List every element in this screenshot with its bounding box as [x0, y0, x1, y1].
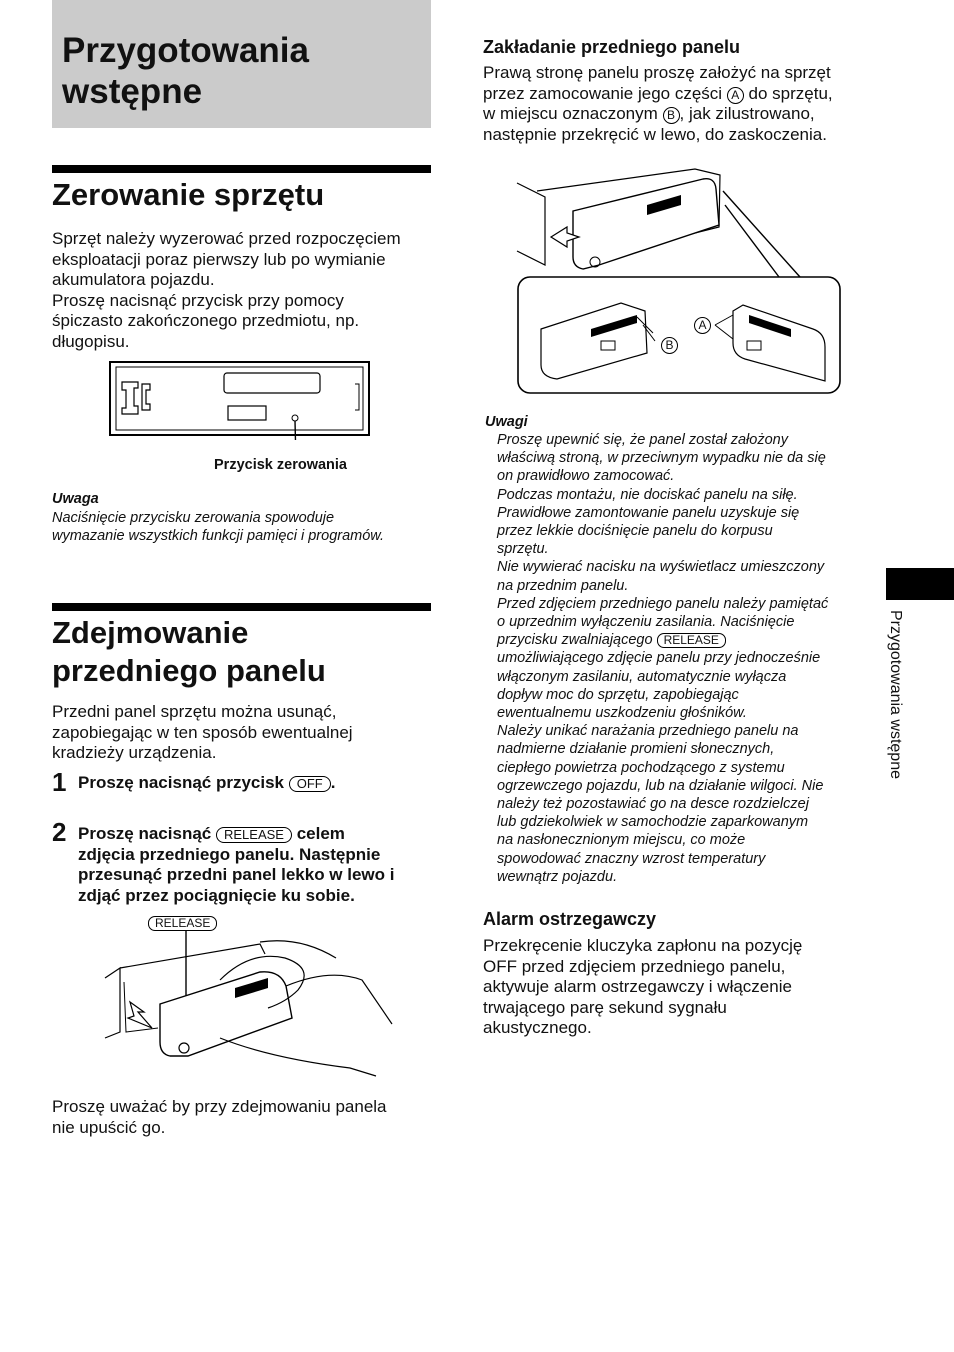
step-1-text: Proszę nacisnąć przycisk OFF .	[78, 773, 336, 792]
step-2-text: Proszę nacisnąć RELEASE celem zdjęcia przedniego panelu. Następnie przesunąć przedni panel lekko w lewo i zdjąć przez pociągnięcie ku sobie.	[78, 824, 395, 905]
release-key-figure-label: RELEASE	[148, 914, 217, 932]
off-key: OFF	[289, 776, 331, 792]
release-key: RELEASE	[657, 633, 726, 648]
marker-b: B	[663, 107, 680, 124]
release-key: RELEASE	[216, 827, 292, 843]
subsection-title-attach: Zakładanie przedniego panelu	[483, 37, 741, 57]
remove-footer: Proszę uważać by przy zdejmowaniu panela nie upuścić go.	[52, 1097, 387, 1137]
chapter-title-box	[52, 0, 431, 128]
section-title-remove: Zdejmowanie przedniego panelu	[52, 615, 326, 688]
attach-body: Prawą stronę panelu proszę założyć na sprzęt przez zamocowanie jego części A do sprzętu, w miejscu oznaczonym B , jak zilustrowano, następnie przekręcić w lewo, do zaskoczenia.	[483, 63, 833, 144]
label-b-icon: B	[661, 337, 678, 354]
side-tab-label: Przygotowania wstępne	[887, 610, 904, 779]
remove-body: Przedni panel sprzętu można usunąć, zapobiegając w ten sposób ewentualnej kradzieży urządzenia.	[52, 702, 353, 762]
reset-button-label: Przycisk zerowania	[214, 457, 347, 473]
section-rule	[52, 603, 431, 611]
panel-attach-illustration	[515, 165, 845, 397]
reset-body: Sprzęt należy wyzerować przed rozpoczęciem eksploatacji poraz pierwszy lub po wymianie akumulatora pojazdu. Proszę nacisnąć przycisk przy pomocy śpiczasto zakończonego przedmiotu, np. długopisu.	[52, 229, 401, 351]
note-heading: Uwaga	[52, 491, 99, 507]
marker-a: A	[727, 87, 744, 104]
label-a-icon: A	[694, 317, 711, 334]
notes-heading: Uwagi	[485, 414, 528, 430]
step-number: 1	[52, 767, 67, 797]
unit-front-illustration	[108, 360, 372, 440]
section-title-reset: Zerowanie sprzętu	[52, 177, 325, 212]
alarm-body: Przekręcenie kluczyka zapłonu na pozycję OFF przed zdjęciem przedniego panelu, aktywuje alarm ostrzegawczy i włączenie trwającego parę sekund sygnału akustycznego.	[483, 936, 803, 1037]
chapter-title: Przygotowania wstępne	[62, 31, 309, 111]
notes-list: Proszę upewnić się, że panel został założony właściwą stroną, w przeciwnym wypadku nie da się on prawidłowo zamocować. Podczas montażu, nie dociskać panelu na siłę. Prawidłowe zamontowanie panelu uzyskuje się przez lekkie dociśnięcie panelu do korpusu sprzętu. Nie wywierać nacisku na wyświetlacz umieszczony na przednim panelu. Przed zdjęciem przedniego panelu należy pamiętać o uprzednim wyłączeniu zasilania. Naciśnięcie przycisku zwalniającego RELEASE umożliwiającego zdjęcie panelu przy jednocześnie włączonym zasilaniu, automatycznie wyłącza dopływ moc do sprzętu, zapobiegając ewentualnemu uszkodzeniu głośników. Należy unikać narażania przedniego panelu na nadmierne działanie promieni słonecznych, ciepłego powietrza pochodzącego z systemu ogrzewczego pojazdu, lub na działanie wilgoci. Nie należy też pozostawiać go na desce rozdzielczej lub gdziekolwiek w samochodzie zaparkowanym na nasłonecznionym miejscu, co może spowodować znaczny wzrost temperatury wewnątrz pojazdu.	[497, 432, 829, 885]
panel-removal-illustration	[100, 928, 400, 1080]
step-number: 2	[52, 817, 67, 847]
section-rule	[52, 165, 431, 173]
subsection-title-alarm: Alarm ostrzegawczy	[483, 909, 657, 929]
side-tab-marker	[886, 568, 954, 600]
reset-note: Naciśnięcie przycisku zerowania spowoduje wymazanie wszystkich funkcji pamięci i programów.	[52, 510, 384, 545]
